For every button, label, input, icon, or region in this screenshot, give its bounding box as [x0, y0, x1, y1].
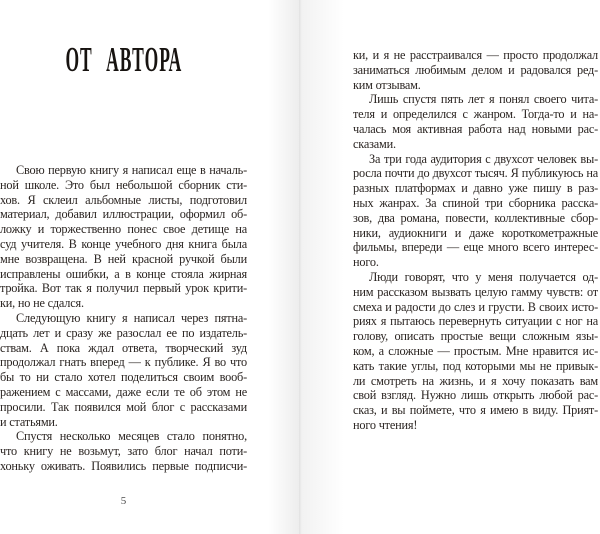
text-line: материал, добавил иллюстрации, оформил об- [0, 207, 247, 222]
text-line: Люди говорят, что у меня получается од- [369, 269, 598, 284]
text-line: ним рассказом вызвать целую гамму чувств: от [353, 284, 598, 299]
text-line: ного чтения! [353, 417, 418, 432]
text-line: ного. [353, 255, 379, 270]
text-line: Лишь спустя пять лет я понял своего чита- [369, 92, 598, 107]
chapter-title-text: ОТ АВТОРА [65, 40, 182, 79]
text-line: ким отзывам. [353, 77, 421, 92]
text-line: ных жанрах. За спиной три сборника расска- [353, 195, 598, 210]
text-line: ки, но не сдался. [0, 296, 84, 311]
text-line: За три года аудитория с двухсот человек вы- [369, 151, 598, 166]
right-page-text [353, 48, 598, 433]
text-line: Спустя несколько месяцев стало понятно, [16, 429, 247, 444]
text-line: кать такие углы, под которыми мы не привык- [353, 358, 598, 373]
text-line: ложку и торжественно понес свое детище на [0, 222, 247, 237]
text-line: ком, а сложные — простым. Мне нравится ис- [353, 343, 598, 358]
text-line: Следующую книгу я написал через пятна- [16, 310, 247, 325]
text-line: фильмы, впереди — еще много всего интерес- [353, 240, 598, 255]
text-line: теля и определился с жанром. Тогда-то и на- [353, 107, 598, 122]
text-line: что книгу не возьмут, зато блог начал поти- [0, 444, 247, 459]
text-line: Свою первую книгу я написал еще в началь- [16, 163, 247, 177]
text-line: сказ, и вы поймете, что я имею в виду. Прият- [353, 403, 598, 418]
text-line: продолжал гнать вперед — к публике. Я во что [0, 355, 247, 370]
text-line: хоньку оживать. Появились первые подписчи- [0, 458, 247, 473]
text-line: зов, два романа, повести, коллективные сбор- [353, 210, 598, 225]
text-line: бы то ни стало хотел поделиться своим вооб- [0, 370, 247, 385]
text-line: тройка. Вот так я получил первый урок крити- [0, 281, 247, 296]
text-line: дцать лет и сразу же разослал ее по издатель- [0, 325, 247, 340]
page-number: 5 [120, 495, 127, 507]
text-line: ли смотреть на жизнь, и я хочу показать вам [353, 373, 598, 388]
text-line: хов. Я склеил альбомные листы, подготовил [0, 192, 247, 207]
text-line: риях я пытаюсь перевернуть ситуации с ног на [353, 314, 598, 329]
text-line: ражением с массами, даже если те об этом не [0, 384, 247, 399]
text-line: голову, описать простые вещи сложным язы- [353, 329, 598, 344]
text-line: чалась моя активная работа над новыми рас- [353, 121, 598, 136]
text-line: просили. Так появился мой блог с рассказами [0, 399, 247, 414]
text-line: свой взгляд. Нужно лишь открыть любой рас- [353, 388, 598, 403]
text-line: ной школе. Это был небольшой сборник сти- [0, 177, 247, 192]
text-line: и статьями. [0, 414, 58, 429]
text-line: суд учителя. В конце учебного дня книга была [0, 236, 247, 251]
text-line: ки, и я не расстраивался — просто продолжал [353, 48, 598, 62]
text-line: ствам. А пока ждал ответа, творческий зуд [0, 340, 247, 355]
text-line: мне возвращена. В ней красной ручкой были [0, 251, 247, 266]
chapter-title [0, 42, 247, 77]
text-line: росла почти до двухсот тысяч. Я публикуюсь на [353, 166, 598, 181]
text-line: смеха и радости до слез и грусти. В своих исто- [353, 299, 598, 314]
left-page-text [0, 163, 247, 474]
text-line: заниматься любимым делом и радовался ред- [353, 62, 598, 77]
text-line: разных платформах и давно уже пишу в раз- [353, 181, 598, 196]
text-line: сказами. [353, 136, 396, 151]
text-line: исправлены ошибки, а в конце стояла жирная [0, 266, 247, 281]
right-page[interactable] [300, 0, 600, 534]
text-line: ники, аудиокниги и даже короткометражные [353, 225, 598, 240]
